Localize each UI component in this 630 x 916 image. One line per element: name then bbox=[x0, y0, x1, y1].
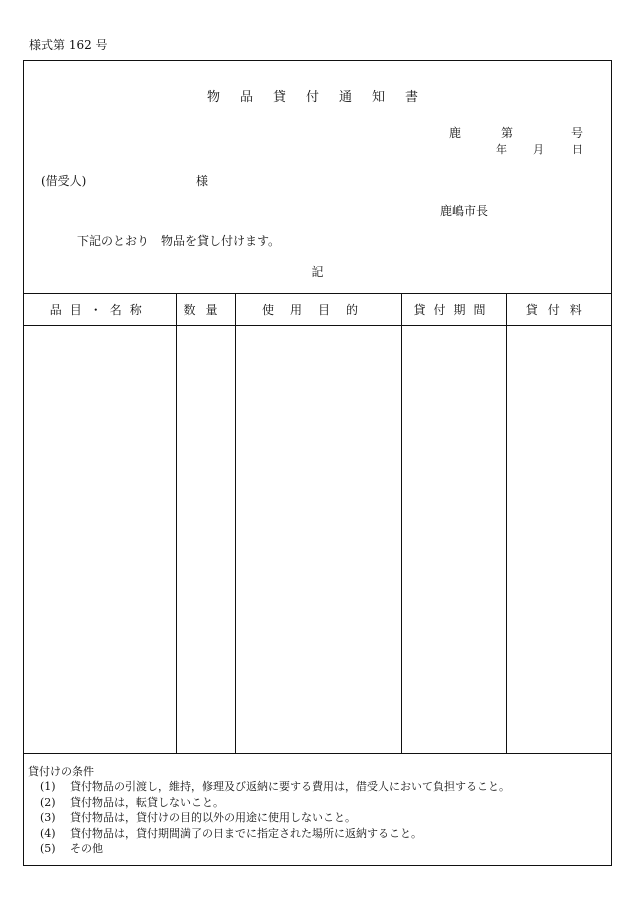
condition-number: (1) bbox=[40, 780, 56, 793]
header-fee: 貸付料 bbox=[506, 294, 611, 326]
header-purpose: 使用目的 bbox=[235, 294, 401, 326]
notice-form bbox=[23, 60, 612, 866]
reference-dai: 第 bbox=[500, 126, 513, 140]
condition-item bbox=[24, 810, 611, 826]
cell-quantity[interactable] bbox=[176, 326, 235, 755]
cell-fee[interactable] bbox=[506, 326, 611, 755]
conditions-heading: 貸付けの条件 bbox=[28, 765, 94, 778]
cell-period[interactable] bbox=[401, 326, 506, 755]
issuer: 鹿嶋市長 bbox=[440, 204, 489, 218]
header-quantity: 数量 bbox=[176, 294, 235, 326]
honorific: 様 bbox=[196, 174, 209, 188]
condition-text: 貸付物品は，貸付けの目的以外の用途に使用しないこと。 bbox=[70, 811, 356, 824]
reference-number bbox=[449, 124, 583, 141]
condition-item bbox=[24, 779, 611, 795]
condition-number: (4) bbox=[40, 826, 56, 840]
condition-text: 貸付物品の引渡し，維持，修理及び返納に要する費用は，借受人において負担すること。 bbox=[70, 780, 510, 793]
reference-go: 号 bbox=[570, 126, 583, 140]
ki-marker: 記 bbox=[311, 265, 324, 279]
borrower-label: (借受人) bbox=[41, 174, 87, 188]
table-header-row bbox=[24, 294, 611, 326]
date-month: 月 bbox=[533, 143, 544, 156]
form-number: 様式第 162 号 bbox=[29, 38, 108, 52]
condition-text: 貸付物品は，貸付期間満了の日までに指定された場所に返納すること。 bbox=[70, 826, 422, 840]
cell-purpose[interactable] bbox=[235, 326, 401, 755]
document-title: 物品貸付通知書 bbox=[206, 90, 438, 105]
reference-prefix: 鹿 bbox=[448, 126, 461, 140]
condition-item bbox=[24, 826, 611, 842]
date-year: 年 bbox=[496, 143, 507, 156]
table-row bbox=[24, 326, 611, 755]
items-table bbox=[24, 293, 611, 754]
header-item-name: 品目・名称 bbox=[24, 294, 176, 326]
header-period: 貸付期間 bbox=[401, 294, 506, 326]
conditions-list bbox=[24, 779, 611, 857]
date-day: 日 bbox=[572, 143, 583, 156]
issue-date bbox=[496, 141, 583, 157]
condition-number: (5) bbox=[40, 842, 56, 855]
condition-item bbox=[24, 795, 611, 811]
condition-number: (3) bbox=[40, 811, 56, 824]
conditions-section bbox=[24, 753, 611, 857]
condition-text: 貸付物品は，転貸しないこと。 bbox=[70, 795, 224, 809]
condition-number: (2) bbox=[40, 795, 56, 809]
condition-text: その他 bbox=[70, 842, 103, 855]
intro-text: 下記のとおり 物品を貸し付けます。 bbox=[77, 234, 281, 248]
cell-item-name[interactable] bbox=[24, 326, 176, 755]
condition-item bbox=[24, 841, 611, 857]
